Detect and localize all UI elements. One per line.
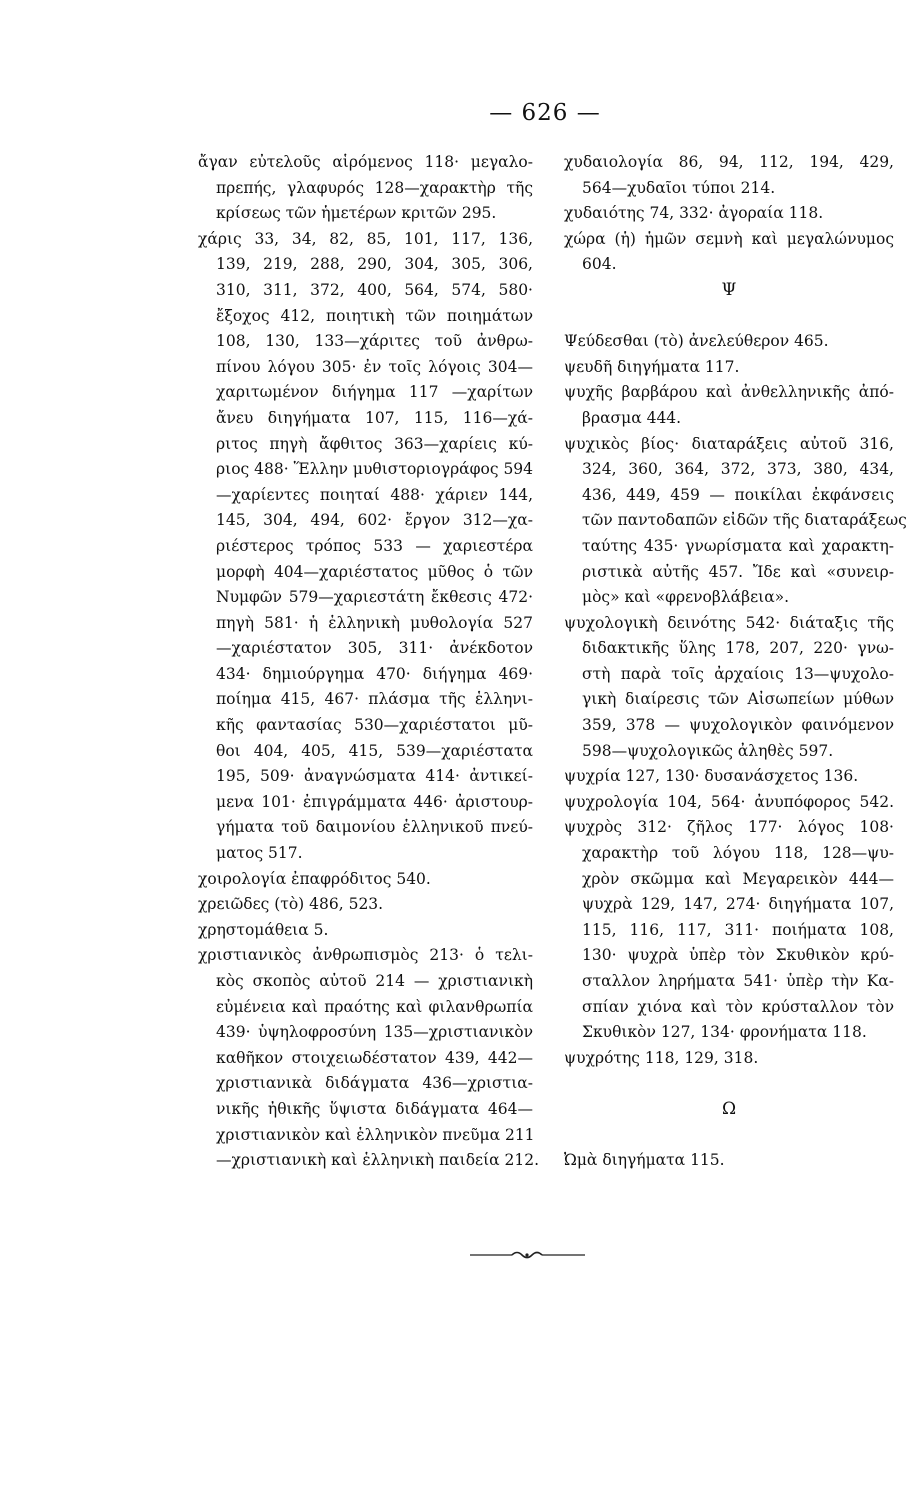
index-column-right [564,150,907,1174]
index-line: ψυχρὰ 129, 147, 274· διηγήματα 107, [582,895,894,914]
index-column-left [198,150,540,1174]
index-line: 130· ψυχρὰ ὑπὲρ τὸν Σκυθικὸν κρύ- [582,946,894,965]
section-letter-psi: Ψ [721,279,737,300]
index-line: σπίαν χιόνα καὶ τὸν κρύσταλλον τὸν [582,997,894,1016]
index-line: 145, 304, 494, 602· ἔργον 312—χα- [216,511,533,530]
index-line: κὸς σκοπὸς αὐτοῦ 214 — χριστιανικὴ [216,972,533,990]
section-letter-omega: Ω [721,1098,737,1119]
index-line: ψυχρία 127, 130· δυσανάσχετος 136. [564,767,859,786]
spacer [564,304,894,330]
index-line: ἄγαν εὐτελοῦς αἱρόμενος 118· μεγαλο- [198,153,533,171]
index-line: ριστικὰ αὐτῆς 457. Ἴδε καὶ «συνειρ- [582,562,894,581]
index-line: ματος 517. [216,844,303,863]
index-line: Ψεύδεσθαι (τὸ) ἀνελεύθερον 465. [564,332,829,351]
index-line: θοι 404, 405, 415, 539—χαριέστατα [216,741,533,760]
index-line: χριστιανικὸς ἀνθρωπισμὸς 213· ὁ τελι- [198,946,533,965]
index-line: χριστιανικὰ διδάγματα 436—χριστια- [216,1074,533,1093]
index-line: ψευδῆ διηγήματα 117. [564,357,740,376]
end-ornament [470,1250,585,1260]
index-line: τῶν παντοδαπῶν εἰδῶν τῆς διαταράξεως [582,511,907,530]
index-line: χαριτωμένον διήγημα 117 —χαρίτων [216,383,533,402]
index-line: εὐμένεια καὶ πραότης καὶ φιλανθρωπία [216,997,533,1016]
index-line: νικῆς ἠθικῆς ὕψιστα διδάγματα 464— [216,1099,533,1118]
index-line: 195, 509· ἀναγνώσματα 414· ἀντικεί- [216,767,533,786]
index-line: χρειῶδες (τὸ) 486, 523. [198,895,384,914]
index-line: χριστιανικὸν καὶ ἑλληνικὸν πνεῦμα 211 [216,1125,535,1144]
index-line: ριέστερος τρόπος 533 — χαριεστέρα [216,536,533,555]
page-number: — 626 — [489,100,601,126]
index-line: χρὸν σκῶμμα καὶ Μεγαρεικὸν 444— [582,869,894,888]
ornament-flourish-icon [470,1250,585,1260]
index-line: διδακτικῆς ὕλης 178, 207, 220· γνω- [582,639,894,658]
index-line: 108, 130, 133—χάριτες τοῦ ἀνθρω- [216,332,533,351]
index-line: —χαρίεντες ποιηταί 488· χάριεν 144, [216,485,533,504]
index-line: 115, 116, 117, 311· ποιήματα 108, [582,920,894,939]
index-line: βρασμα 444. [582,408,682,427]
index-line: 604. [582,255,617,274]
index-line: ψυχῆς βαρβάρου καὶ ἀνθελληνικῆς ἀπό- [564,383,894,402]
index-line: πηγὴ 581· ἡ ἑλληνικὴ μυθολογία 527 [216,613,533,632]
index-line: ποίημα 415, 467· πλάσμα τῆς ἑλληνι- [216,690,533,709]
index-line: ψυχρὸς 312· ζῆλος 177· λόγος 108· [564,818,894,837]
index-line: χοιρολογία ἐπαφρόδιτος 540. [198,869,431,888]
index-line: χώρα (ἡ) ἡμῶν σεμνὴ καὶ μεγαλώνυμος [564,229,894,248]
index-line: 439· ὑψηλοφροσύνη 135—χριστιανικὸν [216,1023,533,1042]
index-line: —χαριέστατον 305, 311· ἀνέκδοτον [216,639,533,658]
index-line: 324, 360, 364, 372, 373, 380, 434, [582,460,894,479]
index-line: χάρις 33, 34, 82, 85, 101, 117, 136, [198,229,533,248]
index-line: καθῆκον στοιχειωδέστατον 439, 442— [216,1048,533,1067]
index-line: ριτος πηγὴ ἄφθιτος 363—χαρίεις κύ- [216,434,533,453]
index-line: 436, 449, 459 — ποικίλαι ἐκφάνσεις [582,485,894,504]
index-line: μορφὴ 404—χαριέστατος μῦθος ὁ τῶν [216,562,533,581]
index-line: ψυχικὸς βίος· διαταράξεις αὐτοῦ 316, [564,434,894,453]
index-line: ψυχολογικὴ δεινότης 542· διάταξις τῆς [564,613,894,632]
index-line: —χριστιανικὴ καὶ ἑλληνικὴ παιδεία 212. [216,1151,540,1170]
index-line: Ὠμὰ διηγήματα 115. [564,1151,725,1170]
index-line: 598—ψυχολογικῶς ἀληθὲς 597. [582,741,834,760]
index-line: γικὴ διαίρεσις τῶν Αἰσωπείων μύθων [582,690,894,709]
index-line: μὸς» καὶ «φρενοβλάβεια». [582,588,790,607]
index-line: ἄνευ διηγήματα 107, 115, 116—χά- [216,408,533,427]
index-line: χυδαιότης 74, 332· ἀγοραία 118. [564,204,824,223]
index-line: χυδαιολογία 86, 94, 112, 194, 429, [564,153,894,171]
index-line: 564—χυδαῖοι τύποι 214. [582,178,776,197]
index-line: 359, 378 — ψυχολογικὸν φαινόμενον [582,716,894,735]
index-line: Νυμφῶν 579—χαριεστάτη ἔκθεσις 472· [216,588,533,607]
index-line: ἔξοχος 412, ποιητικὴ τῶν ποιημάτων [216,306,533,325]
spacer [564,1071,894,1097]
index-line: πίνου λόγου 305· ἐν τοῖς λόγοις 304— [216,357,533,376]
index-line: χρηστομάθεια 5. [198,920,329,939]
index-line: σταλλον ληρήματα 541· ὑπὲρ τὴν Κα- [582,972,894,990]
index-line: κῆς φαντασίας 530—χαριέστατοι μῦ- [216,716,533,735]
index-line: ψυχρότης 118, 129, 318. [564,1048,759,1067]
index-line: στὴ παρὰ τοῖς ἀρχαίοις 13—ψυχολο- [582,664,894,683]
index-line: χαρακτὴρ τοῦ λόγου 118, 128—ψυ- [582,844,894,863]
index-line: Σκυθικὸν 127, 134· φρονήματα 118. [582,1023,867,1042]
index-line: 139, 219, 288, 290, 304, 305, 306, [216,255,533,274]
index-line: πρεπής, γλαφυρός 128—χαρακτὴρ τῆς [216,178,533,197]
index-line: ταύτης 435· γνωρίσματα καὶ χαρακτη- [582,536,894,555]
spacer [564,1123,894,1149]
index-line: ριος 488· Ἕλλην μυθιστοριογράφος 594 [216,460,534,479]
index-line: 434· δημιούργημα 470· διήγημα 469· [216,664,533,683]
index-line: γήματα τοῦ δαιμονίου ἑλληνικοῦ πνεύ- [216,818,533,837]
index-line: μενα 101· ἐπιγράμματα 446· ἀριστουρ- [216,792,533,811]
index-line: 310, 311, 372, 400, 564, 574, 580· [216,280,533,299]
index-line: ψυχρολογία 104, 564· ἀνυπόφορος 542. [564,792,894,811]
index-line: κρίσεως τῶν ἡμετέρων κριτῶν 295. [216,204,497,223]
